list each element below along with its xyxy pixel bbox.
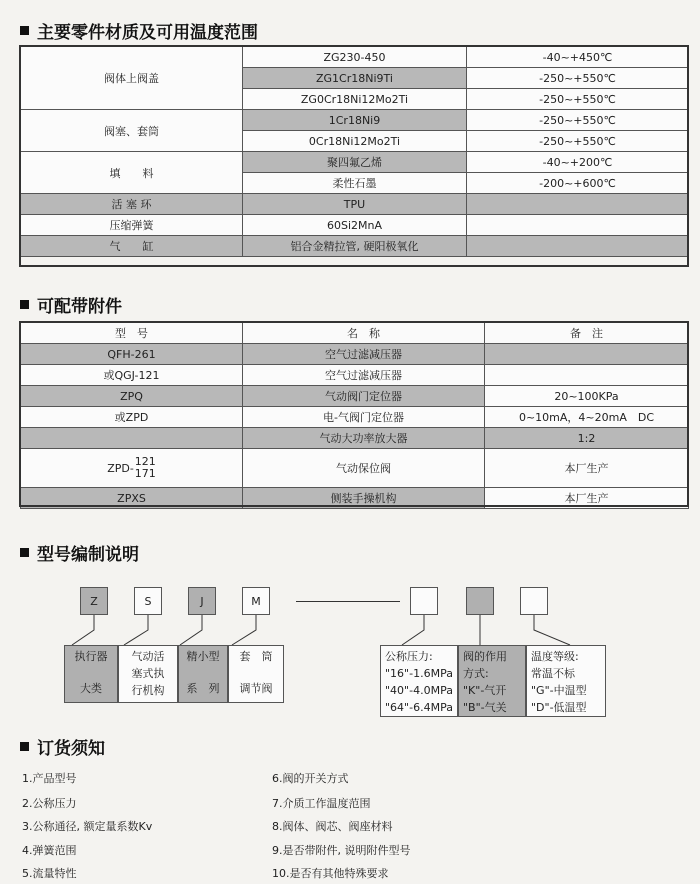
desc-line: 系 列 xyxy=(186,682,220,695)
material-cell: ZG0Cr18Ni12Mo2Ti xyxy=(243,89,467,110)
model-cell: 或ZPD xyxy=(21,407,243,428)
table-row xyxy=(21,428,689,449)
desc-line: "40"-4.0MPa xyxy=(385,684,453,697)
connector-line xyxy=(72,615,94,645)
header-note: 备 注 xyxy=(485,323,689,344)
desc-temp-class xyxy=(526,645,606,717)
order-item: 4.弹簧范围 xyxy=(22,844,77,857)
model-cell: ZPQ xyxy=(21,386,243,407)
name-cell: 空气过滤减压器 xyxy=(243,365,485,386)
materials-table xyxy=(20,46,689,257)
order-item: 2.公称压力 xyxy=(22,797,77,810)
part-cell: 气 缸 xyxy=(21,236,243,257)
desc-line: 方式: xyxy=(463,667,489,680)
code-box-action xyxy=(466,587,494,615)
connector-line xyxy=(180,615,202,645)
code-box-z: Z xyxy=(80,587,108,615)
header-name: 名 称 xyxy=(243,323,485,344)
part-cell: 填 料 xyxy=(21,152,243,194)
name-cell: 电-气阀门定位器 xyxy=(243,407,485,428)
section2-title: 可配带附件 xyxy=(37,297,122,317)
temp-cell: -40~+200℃ xyxy=(467,152,689,173)
table-row xyxy=(21,47,689,68)
desc-line: "G"-中温型 xyxy=(531,684,587,697)
desc-line: 常温不标 xyxy=(531,667,575,680)
table-row xyxy=(21,386,689,407)
name-cell: 侧装手操机构 xyxy=(243,488,485,509)
bullet-square-icon xyxy=(20,742,29,751)
note-cell: 0~10mA，4~20mA DC xyxy=(485,407,689,428)
material-cell: 0Cr18Ni12Mo2Ti xyxy=(243,131,467,152)
material-cell: TPU xyxy=(243,194,467,215)
temp-cell: -250~+550℃ xyxy=(467,110,689,131)
temp-cell: -200~+600℃ xyxy=(467,173,689,194)
table-row xyxy=(21,407,689,428)
order-item: 6.阀的开关方式 xyxy=(272,772,349,785)
table-row xyxy=(21,110,689,131)
name-cell: 气动保位阀 xyxy=(243,449,485,488)
desc-compact-series xyxy=(178,645,228,703)
code-box-s: S xyxy=(134,587,162,615)
desc-pressure xyxy=(380,645,458,717)
table-row xyxy=(21,194,689,215)
connector-line xyxy=(402,615,424,645)
note-cell xyxy=(485,365,689,386)
material-cell: 聚四氟乙烯 xyxy=(243,152,467,173)
temp-cell xyxy=(467,236,689,257)
desc-line: 行机构 xyxy=(131,684,165,697)
section2-heading xyxy=(20,292,122,317)
temp-cell xyxy=(467,194,689,215)
material-cell: 60Si2MnA xyxy=(243,215,467,236)
code-box-j: J xyxy=(188,587,216,615)
temp-cell: -250~+550℃ xyxy=(467,131,689,152)
model-variant-bottom: 171 xyxy=(134,467,156,480)
connector-line xyxy=(232,615,256,645)
order-item: 7.介质工作温度范围 xyxy=(272,797,371,810)
model-cell xyxy=(21,449,243,488)
temp-cell: -250~+550℃ xyxy=(467,89,689,110)
bullet-square-icon xyxy=(20,26,29,35)
name-cell: 空气过滤减压器 xyxy=(243,344,485,365)
code-box-m: M xyxy=(242,587,270,615)
material-cell: 1Cr18Ni9 xyxy=(243,110,467,131)
desc-line: 公称压力: xyxy=(385,650,433,663)
section1-title: 主要零件材质及可用温度范围 xyxy=(37,23,258,43)
code-box-temp xyxy=(520,587,548,615)
part-cell: 阀体上阀盖 xyxy=(21,47,243,110)
desc-line: 大类 xyxy=(80,682,102,695)
model-cell: QFH-261 xyxy=(21,344,243,365)
desc-line: "B"-气关 xyxy=(463,701,507,714)
order-item: 5.流量特性 xyxy=(22,867,77,880)
order-item: 1.产品型号 xyxy=(22,772,77,785)
desc-line: 温度等级: xyxy=(531,650,579,663)
temp-cell: -250~+550℃ xyxy=(467,68,689,89)
temp-cell: -40~+450℃ xyxy=(467,47,689,68)
connector-line xyxy=(534,615,570,645)
table-row xyxy=(21,236,689,257)
bullet-square-icon xyxy=(20,548,29,557)
order-item: 8.阀体、阀芯、阀座材料 xyxy=(272,820,393,833)
section3-heading xyxy=(20,540,139,565)
desc-line: 执行器 xyxy=(74,650,108,663)
table-row xyxy=(21,344,689,365)
desc-piston-actuator xyxy=(118,645,178,703)
material-cell: 柔性石墨 xyxy=(243,173,467,194)
material-cell: ZG230-450 xyxy=(243,47,467,68)
note-cell: 20~100KPa xyxy=(485,386,689,407)
table-row xyxy=(21,365,689,386)
desc-cage-valve xyxy=(228,645,284,703)
section1-heading xyxy=(20,18,258,43)
connector-line xyxy=(124,615,148,645)
note-cell: 本厂生产 xyxy=(485,449,689,488)
model-cell xyxy=(21,428,243,449)
order-item: 10.是否有其他特殊要求 xyxy=(272,867,389,880)
desc-line: "16"-1.6MPa xyxy=(385,667,453,680)
material-cell: 铝合金精拉管, 硬阳极氧化 xyxy=(243,236,467,257)
table-row xyxy=(21,215,689,236)
part-cell: 阀塞、套筒 xyxy=(21,110,243,152)
section4-title: 订货须知 xyxy=(37,739,105,759)
table-row xyxy=(21,488,689,509)
model-cell: ZPXS xyxy=(21,488,243,509)
model-variant-top: 121 xyxy=(134,455,156,468)
section4-heading xyxy=(20,734,105,759)
order-item: 3.公称通径, 额定量系数Kv xyxy=(22,820,153,833)
model-prefix: ZPD- xyxy=(107,461,134,475)
desc-line: 塞式执 xyxy=(131,667,165,680)
table-header-row xyxy=(21,323,689,344)
desc-line: "K"-气开 xyxy=(463,684,507,697)
model-cell: 或QGJ-121 xyxy=(21,365,243,386)
table-row xyxy=(21,449,689,488)
part-cell: 活 塞 环 xyxy=(21,194,243,215)
section3-title: 型号编制说明 xyxy=(37,545,139,565)
desc-line: 精小型 xyxy=(186,650,220,663)
desc-line: 气动活 xyxy=(131,650,165,663)
part-cell: 压缩弹簧 xyxy=(21,215,243,236)
bullet-square-icon xyxy=(20,300,29,309)
note-cell xyxy=(485,344,689,365)
desc-line: "D"-低温型 xyxy=(531,701,587,714)
name-cell: 气动大功率放大器 xyxy=(243,428,485,449)
desc-line: 阀的作用 xyxy=(463,650,507,663)
desc-action xyxy=(458,645,526,717)
table-row xyxy=(21,152,689,173)
header-model: 型 号 xyxy=(21,323,243,344)
desc-actuator xyxy=(64,645,118,703)
note-cell: 1:2 xyxy=(485,428,689,449)
code-box-pressure xyxy=(410,587,438,615)
desc-line: "64"-6.4MPa xyxy=(385,701,453,714)
order-item: 9.是否带附件, 说明附件型号 xyxy=(272,844,411,857)
material-cell: ZG1Cr18Ni9Ti xyxy=(243,68,467,89)
note-cell: 本厂生产 xyxy=(485,488,689,509)
accessories-table xyxy=(20,322,689,509)
temp-cell xyxy=(467,215,689,236)
desc-line: 调节阀 xyxy=(239,682,273,695)
desc-line: 套 筒 xyxy=(239,650,273,663)
separator-dash xyxy=(296,601,400,602)
name-cell: 气动阀门定位器 xyxy=(243,386,485,407)
